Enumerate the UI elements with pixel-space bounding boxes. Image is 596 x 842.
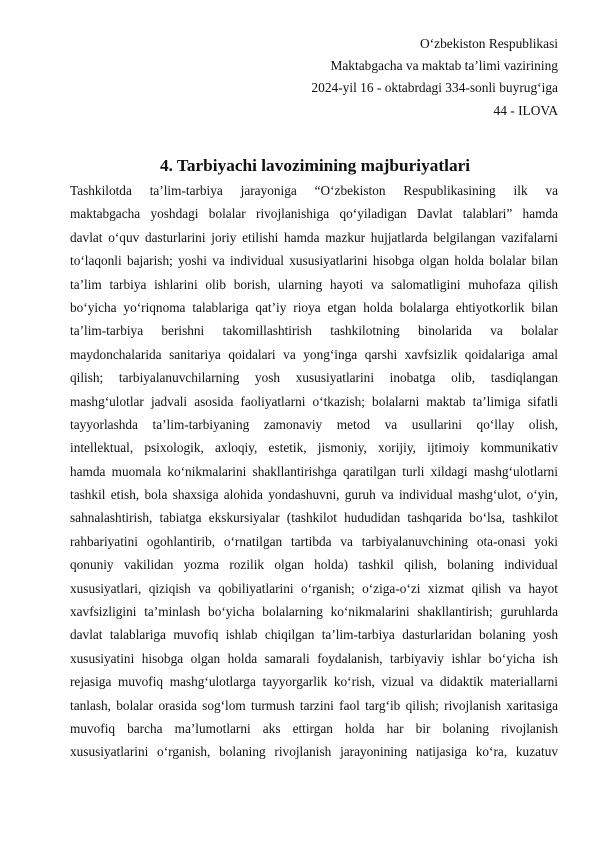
body-paragraph	[70, 179, 558, 764]
body-line: ta’lim-tarbiya berishni takomillashtirish tashkilotning binolarida va bolalar	[70, 323, 558, 339]
body-line: tayyorlashda ta’lim-tarbiyaning zamonaviy metod va usullarini qo‘llay olish,	[70, 416, 558, 432]
header-line-republic: O‘zbekiston Respublikasi	[420, 36, 558, 51]
header-line-appendix: 44 - ILOVA	[493, 102, 558, 118]
body-line: xususiyatini hisobga olgan holda samarali foydalanish, tarbiyaviy ishlar bo‘yicha ish	[70, 650, 558, 666]
body-line: rejasiga muvofiq mashg‘ulotlarga tayyorgarlik ko‘rish, vizual va didaktik materiallarni	[70, 674, 558, 690]
body-line: davlat talablariga muvofiq ishlab chiqilgan ta’lim-tarbiya dasturlaridan bolaning yosh	[70, 627, 558, 643]
body-line: rahbariyatini ogohlantirib, o‘rnatilgan tartibda va tarbiyalanuvchining ota-onasi yoki	[70, 533, 558, 549]
body-line: Tashkilotda ta’lim-tarbiya jarayoniga “O‘zbekiston Respublikasining ilk va	[70, 183, 558, 198]
body-line: davlat o‘quv dasturlarini joriy etilishi hamda mazkur hujjatlarda belgilangan vazifalarni	[70, 229, 558, 245]
body-line: maktabgacha yoshdagi bolalar rivojlanishiga qo‘yiladigan Davlat talablari” hamda	[70, 206, 558, 222]
body-line: to‘laqonli bajarish; yoshi va individual xususiyatlarini hisobga olgan holda bolalar bilan	[70, 253, 558, 269]
body-line: xavfsizligini ta’minlash bo‘yicha bolalarning ko‘nikmalarini shakllantirish; guruhlarda	[70, 604, 558, 620]
document-header	[311, 33, 558, 122]
body-line: qilish; tarbiyalanuvchilarning yosh xususiyatlarini inobatga olib, tasdiqlangan	[70, 370, 558, 386]
body-line: sahnalashtirish, tabiatga ekskursiyalar (tashkilot hududidan tashqarida bo‘lsa, tashkilot	[70, 510, 558, 526]
body-line: maydonchalarida sanitariya qoidalari va yong‘inga qarshi xavfsizlik qoidalariga amal	[70, 346, 558, 362]
body-line: intellektual, psixologik, axloqiy, estetik, jismoniy, xorijiy, ijtimoiy kommunikativ	[70, 440, 558, 456]
header-line-order: 2024-yil 16 - oktabrdagi 334-sonli buyrug‘iga	[311, 80, 558, 96]
body-line: tanlash, bolalar orasida sog‘lom turmush tarzini faol targ‘ib qilish; rivojlanish xaritasiga	[70, 697, 558, 713]
body-line: qonuniy vakilidan yozma rozilik olgan holda) tashkil qilish, bolaning individual	[70, 557, 558, 573]
body-line: ta’lim tarbiya ishlarini olib borish, ularning hayoti va salomatligini muhofaza qilish	[70, 276, 558, 292]
body-line: hamda muomala ko‘nikmalarini shakllantirishga qaratilgan turli xildagi mashg‘ulotlarni	[70, 463, 558, 479]
body-line: tashkil etish, bola shaxsiga alohida yondashuvni, guruh va individual mashg‘ulot, o‘yin,	[70, 487, 558, 503]
body-line: xususiyatlari, qiziqish va qobiliyatlarini o‘rganish; o‘ziga-o‘zi xizmat qilish va hayot	[70, 580, 558, 596]
section-title: 4. Tarbiyachi lavozimining majburiyatlari	[159, 156, 471, 175]
header-line-ministry: Maktabgacha va maktab ta’limi vazirining	[330, 58, 558, 74]
body-line: muvofiq barcha ma’lumotlarni aks ettirgan holda har bir bolaning rivojlanish	[70, 720, 558, 736]
body-line: mashg‘ulotlar jadvali asosida faoliyatlarni o‘tkazish; bolalarni maktab ta’limiga sifatli	[70, 393, 558, 409]
body-line: bo‘yicha yo‘riqnoma talablariga qat’iy rioya etgan holda bolalarga ehtiyotkorlik bilan	[70, 299, 558, 315]
body-line: xususiyatlarini o‘rganish, bolaning rivojlanish jarayonining natijasiga ko‘ra, kuzatuv	[70, 744, 558, 760]
